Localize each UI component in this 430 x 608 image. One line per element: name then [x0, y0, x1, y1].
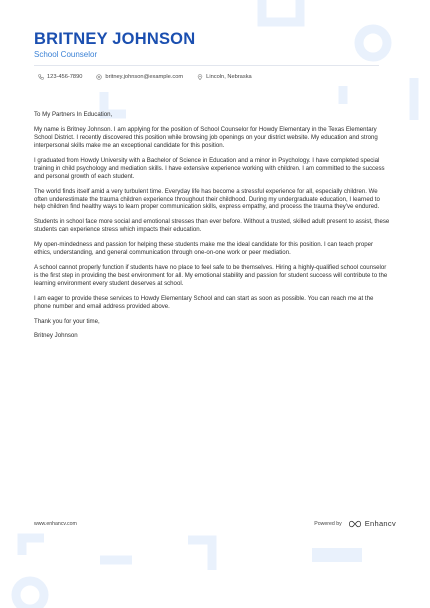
letter-paragraph: I am eager to provide these services to Howdy Elementary School and can start as soon as possible. You can reach me at the phone number and email address provided above. [34, 295, 374, 310]
decor-corner-bottom-left [22, 538, 44, 555]
letter-paragraph: The world finds itself amid a very turbulent time. Everyday life has become a stressful experience for all, especially children. We often underestimate the trauma children experience throughout their childhood. During my undergraduate education, I learned to help children find healthy ways to learn proper communication skills, express empathy, and process the trauma they've endured. [34, 187, 380, 211]
letter-greeting: To My Partners In Education, [34, 111, 113, 118]
brand-logo[interactable] [348, 519, 396, 528]
at-icon [96, 74, 102, 80]
resume-header [34, 30, 400, 80]
decor-circle-bottom-left [16, 581, 44, 608]
letter-paragraph: A school cannot properly function if students have no place to feel safe to be themselves. Hiring a highly-qualified school counselor is the first step in providing the best environment for all. My emotional stability and passion for student success will contribute to the learning environment every student deserves at school. [34, 264, 388, 288]
location-text: Lincoln, Nebraska [206, 74, 252, 80]
letter-paragraph: My name is Britney Johnson. I am applying for the position of School Counselor for Howdy Elementary in the Texas Elementary School District. I recently discovered this position while browsing job openings on your district website. My education and strong interpersonal skills make me an exceptional candidate for this position. [34, 126, 378, 149]
letter-signature: Britney Johnson [34, 331, 78, 339]
powered-by-label: Powered by [314, 520, 342, 527]
decor-bracket-top [262, 0, 300, 22]
contact-phone [38, 74, 82, 80]
contact-row [34, 74, 400, 80]
letter-body [34, 111, 390, 347]
applicant-title: School Counselor [34, 50, 98, 59]
contact-email [96, 74, 183, 80]
decor-block-bottom-right [312, 548, 362, 562]
letter-paragraph: My open-mindedness and passion for helping these students make me the ideal candidate for this position. I can teach proper ethics, understanding, and general communication through one-on-one work or peer mediation. [34, 241, 374, 257]
letter-closing: Thank you for your time, [34, 317, 100, 325]
location-pin-icon [197, 74, 203, 80]
page-footer [34, 519, 396, 528]
contact-location [197, 74, 252, 80]
header-divider [34, 65, 379, 66]
decor-corner-bottom-mid [188, 540, 212, 570]
letter-paragraph: Students in school face more social and emotional stresses than ever before. Without a trusted, skilled adult present to assist, these students can experience stress which impacts their education. [34, 218, 390, 234]
letter-paragraph: I graduated from Howdy University with a Bachelor of Science in Education and a minor in Psychology. I have completed special training in child psychology and mediation skills. I have extensive experience working with children. I am committed to the success and personal growth of each student. [34, 156, 385, 180]
brand-name: Enhancv [364, 519, 396, 528]
applicant-name: BRITNEY JOHNSON [34, 30, 196, 48]
footer-website-link[interactable]: www.enhancv.com [34, 520, 77, 527]
enhancv-logo-icon [348, 520, 362, 528]
phone-icon [38, 74, 44, 80]
phone-text: 123-456-7890 [47, 74, 83, 80]
email-text: britney.johnson@example.com [105, 74, 184, 80]
powered-by [314, 519, 396, 528]
